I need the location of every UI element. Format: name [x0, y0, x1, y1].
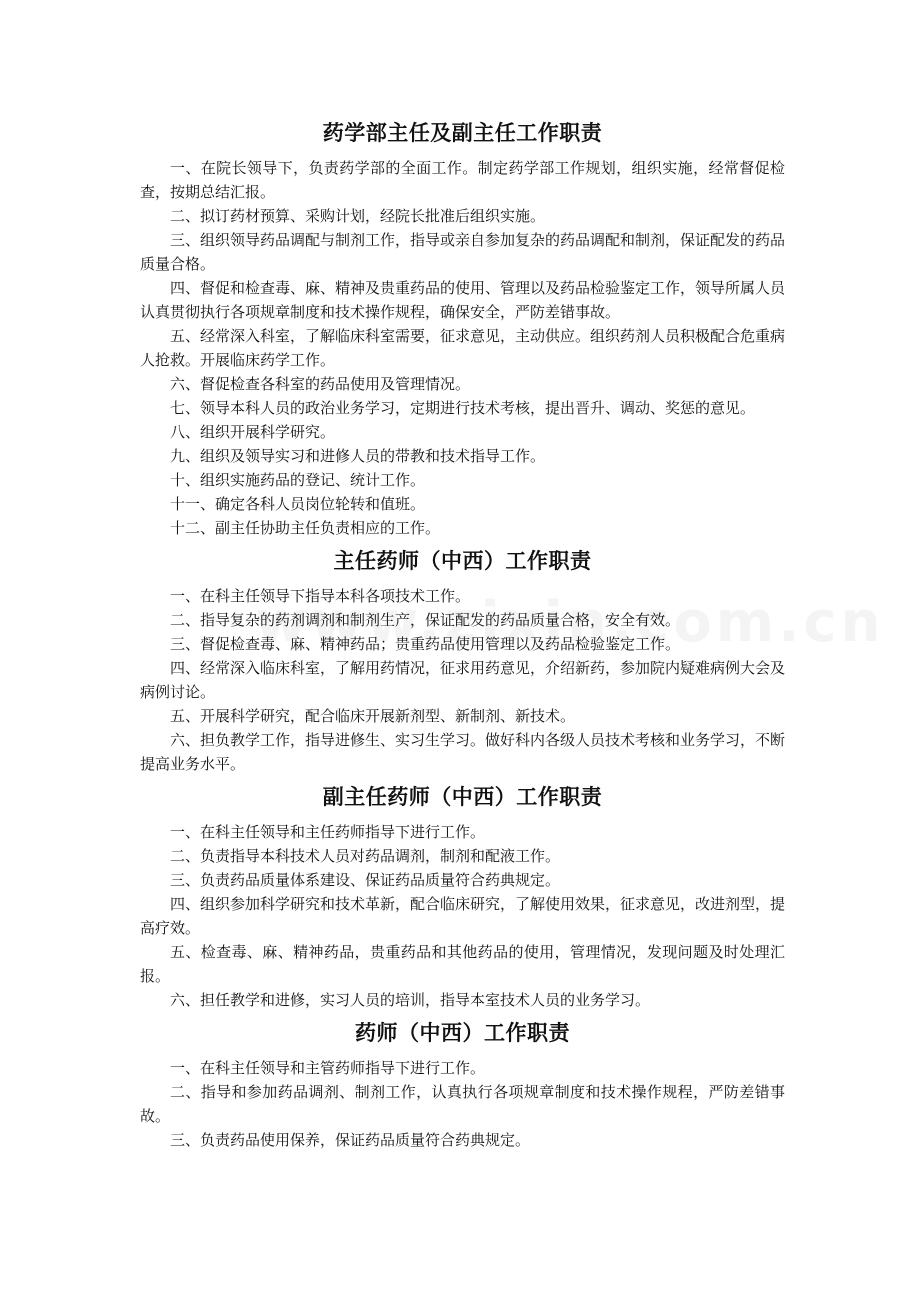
paragraph: 六、担任教学和进修，实习人员的培训，指导本室技术人员的业务学习。	[170, 991, 651, 1009]
paragraph: 八、组织开展科学研究。	[170, 423, 336, 441]
paragraph: 三、负责药品质量体系建设、保证药品质量符合药典规定。	[170, 871, 561, 889]
paragraph: 六、担负教学工作，指导进修生、实习生学习。做好科内各级人员技术考核和业务学习，不断提高业务水平。	[140, 731, 786, 773]
section-pharmacy-director	[140, 118, 785, 540]
paragraph: 五、开展科学研究，配合临床开展新剂型、新制剂、新技术。	[170, 707, 576, 725]
document-page	[140, 112, 785, 1152]
section-title: 主任药师（中西）工作职责	[333, 549, 592, 573]
section-deputy-chief-pharmacist	[140, 782, 785, 1012]
section-title: 副主任药师（中西）工作职责	[322, 785, 603, 809]
paragraph: 二、指导和参加药品调剂、制剂工作，认真执行各项规章制度和技术操作规程，严防差错事故。	[140, 1083, 785, 1125]
paragraph: 五、检查毒、麻、精神药品，贵重药品和其他药品的使用，管理情况，发现问题及时处理汇报。	[140, 943, 785, 985]
section-chief-pharmacist	[140, 546, 785, 776]
paragraph: 十、组织实施药品的登记、统计工作。	[170, 471, 426, 489]
paragraph: 二、拟订药材预算、采购计划，经院长批准后组织实施。	[170, 207, 546, 225]
paragraph: 一、在科主任领导下指导本科各项技术工作。	[170, 587, 471, 605]
paragraph: 七、领导本科人员的政治业务学习，定期进行技术考核，提出晋升、调动、奖惩的意见。	[170, 399, 756, 417]
section-title: 药师（中西）工作职责	[355, 1021, 570, 1045]
section-title: 药学部主任及副主任工作职责	[322, 121, 603, 145]
paragraph: 五、经常深入科室，了解临床科室需要，征求意见，主动供应。组织药剂人员积极配合危重病人抢救。开展临床药学工作。	[140, 327, 786, 369]
paragraph: 四、督促和检查毒、麻、精神及贵重药品的使用、管理以及药品检验鉴定工作，领导所属人员认真贯彻执行各项规章制度和技术操作规程，确保安全，严防差错事故。	[140, 279, 786, 321]
paragraph: 九、组织及领导实习和进修人员的带教和技术指导工作。	[170, 447, 546, 465]
paragraph: 一、在科主任领导和主管药师指导下进行工作。	[170, 1059, 486, 1077]
paragraph: 四、经常深入临床科室，了解用药情况，征求用药意见，介绍新药，参加院内疑难病例大会及病例讨论。	[140, 659, 786, 701]
paragraph: 一、在院长领导下，负责药学部的全面工作。制定药学部工作规划，组织实施，经常督促检查，按期总结汇报。	[140, 159, 785, 201]
paragraph: 十一、确定各科人员岗位轮转和值班。	[170, 495, 426, 513]
paragraph: 十二、副主任协助主任负责相应的工作。	[170, 519, 441, 537]
paragraph: 三、督促检查毒、麻、精神药品；贵重药品使用管理以及药品检验鉴定工作。	[170, 635, 681, 653]
section-pharmacist	[140, 1018, 785, 1152]
paragraph: 一、在科主任领导和主任药师指导下进行工作。	[170, 823, 486, 841]
paragraph: 三、组织领导药品调配与制剂工作，指导或亲自参加复杂的药品调配和制剂，保证配发的药品质量合格。	[140, 231, 786, 273]
paragraph: 三、负责药品使用保养，保证药品质量符合药典规定。	[170, 1131, 531, 1149]
paragraph: 六、督促检查各科室的药品使用及管理情况。	[170, 375, 471, 393]
paragraph: 四、组织参加科学研究和技术革新，配合临床研究，了解使用效果，征求意见，改进剂型，提高疗效。	[140, 895, 786, 937]
paragraph: 二、负责指导本科技术人员对药品调剂，制剂和配液工作。	[170, 847, 561, 865]
paragraph: 二、指导复杂的药剂调剂和制剂生产，保证配发的药品质量合格，安全有效。	[170, 611, 681, 629]
